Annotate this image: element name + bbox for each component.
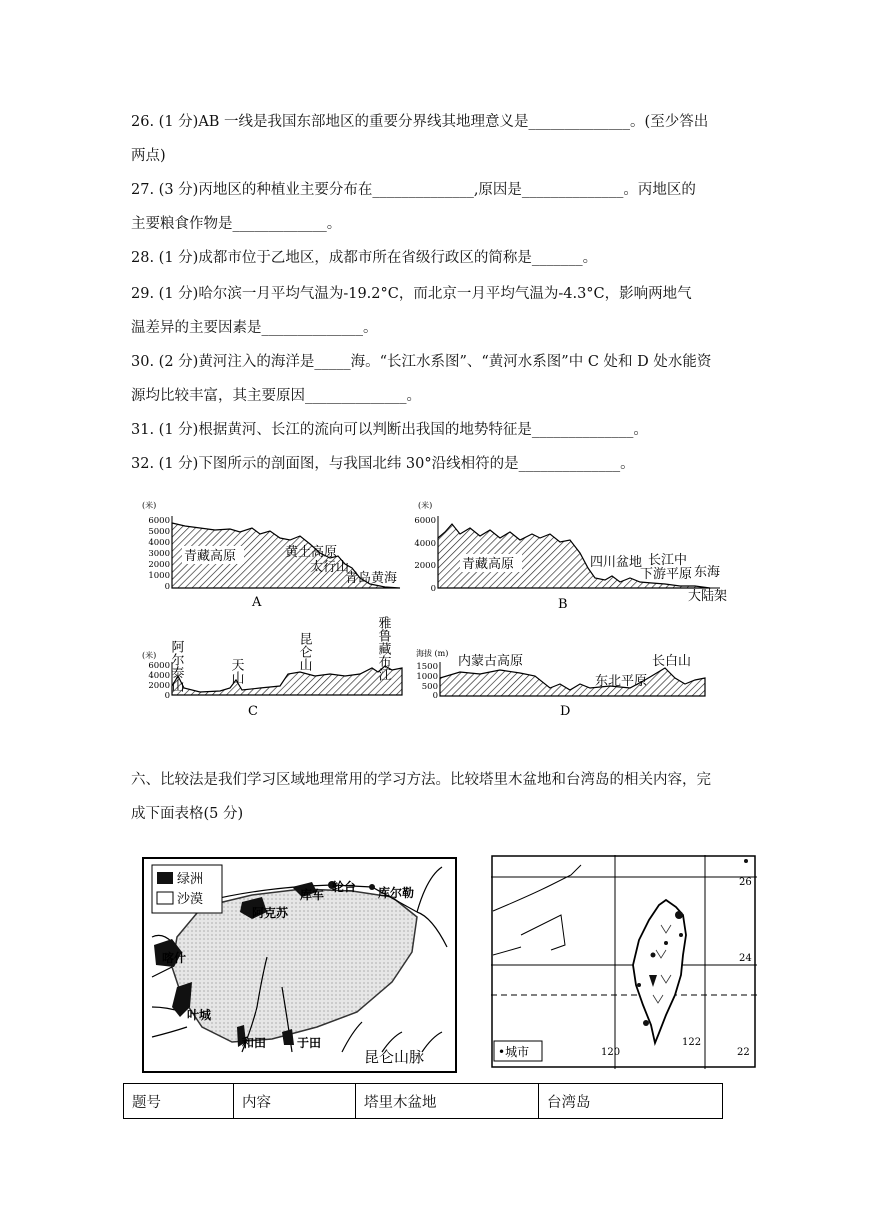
profile-b-label-sichuan: 四川盆地 [590, 555, 643, 570]
profile-c [142, 615, 402, 719]
profile-d-letter: D [560, 704, 571, 719]
profile-b-letter: B [558, 597, 568, 612]
profile-d [416, 648, 705, 719]
profile-b-label-changjiang: 长江中 [648, 553, 688, 568]
profile-d-tick: 1000 [416, 672, 438, 682]
legend-city: •城市 [498, 1045, 530, 1059]
profile-c-tick: 4000 [148, 671, 170, 681]
profile-b-label-plain: 下游平原 [640, 567, 693, 582]
place-luntai: 轮台 [332, 880, 357, 894]
profile-c-label-yarlung: 雅鲁藏布江 [375, 616, 391, 681]
profile-d-tick: 1500 [416, 662, 438, 672]
profile-a-label-loess: 黄土高原 [285, 545, 338, 560]
table-header-row [124, 1084, 723, 1119]
header-tarim: 塔里木盆地 [356, 1084, 539, 1119]
profile-b-label-qinghai: 青藏高原 [462, 557, 515, 572]
terrain-profiles-figure [140, 498, 728, 720]
comparison-table [123, 1083, 723, 1119]
profile-d-unit: 海拔 (m) [416, 649, 449, 658]
header-content: 内容 [234, 1084, 356, 1119]
profile-a-label-qingdao: 青岛黄海 [345, 571, 398, 586]
question-26-line1: 26. (1 分)AB 一线是我国东部地区的重要分界线其地理意义是______________。(至少答出 [131, 114, 709, 130]
lat-22: 22 [737, 1047, 750, 1058]
profile-b-tick: 4000 [414, 539, 436, 549]
profile-a-label-qinghai: 青藏高原 [184, 549, 237, 564]
profile-d-label-dongbei: 东北平原 [595, 674, 648, 689]
profile-c-tick: 2000 [148, 681, 170, 691]
question-32: 32. (1 分)下图所示的剖面图，与我国北纬 30°沿线相符的是______________。 [131, 456, 635, 472]
profile-b-label-donghai: 东海 [694, 565, 721, 580]
question-27-line1: 27. (3 分)丙地区的种植业主要分布在______________,原因是______________。丙地区的 [131, 182, 696, 198]
profile-d-label-changbai: 长白山 [652, 654, 692, 669]
header-number: 题号 [124, 1084, 234, 1119]
profile-d-tick: 0 [432, 691, 438, 701]
tarim-basin-map [142, 857, 458, 1075]
profile-a-label-taihang: 太行山 [310, 560, 350, 575]
profile-a-tick: 1000 [148, 571, 170, 581]
question-30-line1: 30. (2 分)黄河注入的海洋是_____海。“长江水系图”、“黄河水系图”中 C 处和 D 处水能资 [131, 354, 712, 370]
profile-a-tick: 4000 [148, 538, 170, 548]
question-30-line2: 源均比较丰富，其主要原因______________。 [131, 388, 421, 404]
question-29-line1: 29. (1 分)哈尔滨一月平均气温为-19.2°C，而北京一月平均气温为-4.3°C，影响两地气 [131, 286, 692, 302]
place-kuerle: 库尔勒 [378, 886, 415, 900]
lat-24: 24 [739, 953, 752, 964]
question-27-line2: 主要粮食作物是_____________。 [131, 216, 342, 232]
profile-d-tick: 500 [421, 682, 438, 692]
place-kunlun: 昆仑山脉 [364, 1048, 425, 1066]
profile-a-tick: 6000 [148, 516, 170, 526]
section6-line1: 六、比较法是我们学习区域地理常用的学习方法。比较塔里木盆地和台湾岛的相关内容，完 [131, 772, 711, 788]
profile-a-tick: 3000 [148, 549, 170, 559]
profile-c-label-tianshan: 天山 [228, 658, 244, 684]
profile-b-tick: 6000 [414, 516, 436, 526]
place-kashi: 喀什 [162, 951, 187, 965]
profile-c-tick: 0 [164, 691, 170, 701]
place-hetian: 和田 [242, 1036, 267, 1050]
profile-b-unit: (米) [418, 501, 433, 510]
place-kuche: 库车 [300, 888, 325, 902]
legend-oasis: 绿洲 [177, 872, 204, 887]
place-akesu: 阿克苏 [252, 906, 289, 920]
profile-a-tick: 5000 [148, 527, 170, 537]
profile-a [142, 500, 400, 610]
section6-line2: 成下面表格(5 分) [131, 806, 244, 822]
profile-b-tick: 0 [430, 584, 436, 594]
profile-d-label-neimenggu: 内蒙古高原 [458, 654, 524, 669]
legend-desert: 沙漠 [177, 892, 204, 907]
profile-b-tick: 2000 [414, 561, 436, 571]
question-31: 31. (1 分)根据黄河、长江的流向可以判断出我国的地势特征是______________。 [131, 422, 648, 438]
question-26-line2: 两点) [131, 148, 166, 164]
profile-a-tick: 2000 [148, 560, 170, 570]
lon-120: 120 [601, 1047, 621, 1058]
profile-b-label-shelf: 大陆架 [688, 589, 728, 604]
profile-a-unit: (米) [142, 501, 157, 510]
profile-a-tick: 0 [164, 582, 170, 592]
profile-c-unit: (米) [142, 651, 157, 660]
profile-c-tick: 6000 [148, 661, 170, 671]
profile-a-letter: A [252, 595, 262, 610]
lat-26: 26 [739, 877, 752, 888]
place-yecheng: 叶城 [187, 1008, 212, 1022]
profile-c-label-altai: 阿尔泰山 [168, 640, 184, 692]
question-29-line2: 温差异的主要因素是______________。 [131, 320, 378, 336]
profile-c-label-kunlun: 昆仑山 [296, 632, 312, 671]
question-28: 28. (1 分)成都市位于乙地区，成都市所在省级行政区的简称是_______。 [131, 250, 598, 266]
place-yutian: 于田 [297, 1036, 322, 1050]
lon-122: 122 [682, 1037, 702, 1048]
profile-b [414, 500, 727, 612]
profile-c-letter: C [248, 704, 258, 719]
header-taiwan: 台湾岛 [539, 1084, 723, 1119]
taiwan-map [491, 855, 757, 1069]
